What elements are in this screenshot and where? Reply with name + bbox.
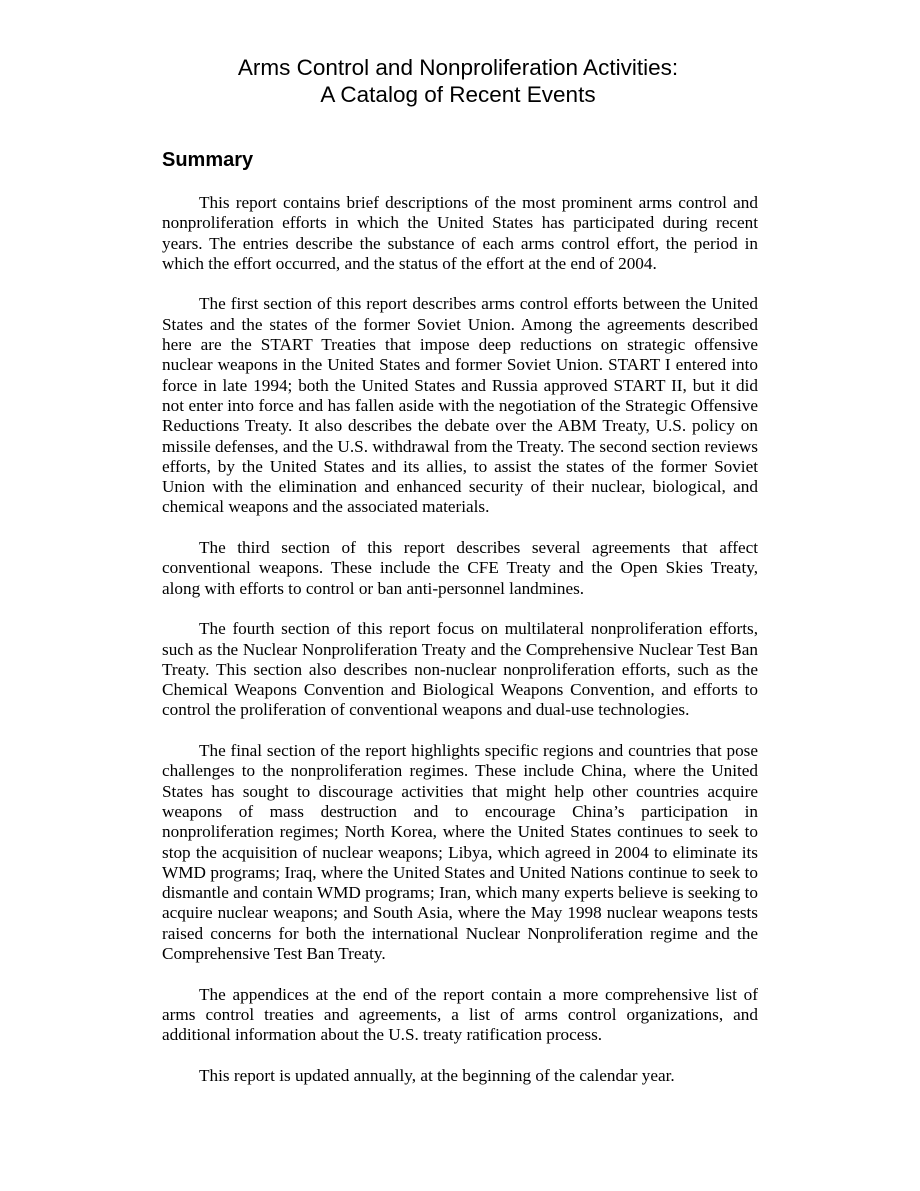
paragraph-update-note: This report is updated annually, at the beginning of the calendar year. [199, 1065, 675, 1085]
summary-body [162, 193, 758, 1086]
paragraph-first-section: The first section of this report describes arms control efforts between the United States and the states of the former Soviet Union. Among the agreements described here are the START Treaties that impose deep reductions on strategic offensive nuclear weapons in the United States and former Soviet Union. START I entered into force in late 1994; both the United States and Russia approved START II, but it did not enter into force and has fallen aside with the negotiation of the Strategic Offensive Reductions Treaty. It also describes the debate over the ABM Treaty, U.S. policy on missile defenses, and the U.S. withdrawal from the Treaty. The second section reviews efforts, by the United States and its allies, to assist the states of the former Soviet Union with the elimination and enhanced security of their nuclear, biological, and chemical weapons and the associated materials. [162, 294, 758, 517]
paragraph-fourth-section: The fourth section of this report focus on multilateral nonproliferation efforts, such as the Nuclear Nonproliferation Treaty and the Comprehensive Nuclear Test Ban Treaty. This section also describes non-nuclear nonproliferation efforts, such as the Chemical Weapons Convention and Biological Weapons Convention, and efforts to control the proliferation of conventional weapons and dual-use technologies. [162, 619, 758, 720]
paragraph-intro: This report contains brief descriptions of the most prominent arms control and nonproliferation efforts in which the United States has participated during recent years. The entries describe the substance of each arms control effort, the period in which the effort occurred, and the status of the effort at the end of 2004. [162, 193, 758, 273]
paragraph-appendices: The appendices at the end of the report contain a more comprehensive list of arms control treaties and agreements, a list of arms control organizations, and additional information about the U.S. treaty ratification process. [162, 984, 758, 1045]
page-title [0, 54, 916, 108]
paragraph-final-section: The final section of the report highlights specific regions and countries that pose challenges to the nonproliferation regimes. These include China, where the United States has sought to discourage activities that might help other countries acquire weapons of mass destruction and to encourage China’s participation in nonproliferation regimes; North Korea, where the United States continues to seek to stop the acquisition of nuclear weapons; Libya, which agreed in 2004 to eliminate its WMD programs; Iraq, where the United States and United Nations continue to seek to dismantle and contain WMD programs; Iran, which many experts believe is seeking to acquire nuclear weapons; and South Asia, where the May 1998 nuclear weapons tests raised concerns for both the international Nuclear Nonproliferation regime and the Comprehensive Test Ban Treaty. [162, 741, 758, 963]
section-heading-summary: Summary [162, 149, 254, 171]
title-line-1: Arms Control and Nonproliferation Activities: [237, 55, 679, 80]
paragraph-third-section: The third section of this report describes several agreements that affect conventional weapons. These include the CFE Treaty and the Open Skies Treaty, along with efforts to control or ban anti-personnel landmines. [162, 538, 758, 598]
title-line-2: A Catalog of Recent Events [320, 82, 596, 107]
